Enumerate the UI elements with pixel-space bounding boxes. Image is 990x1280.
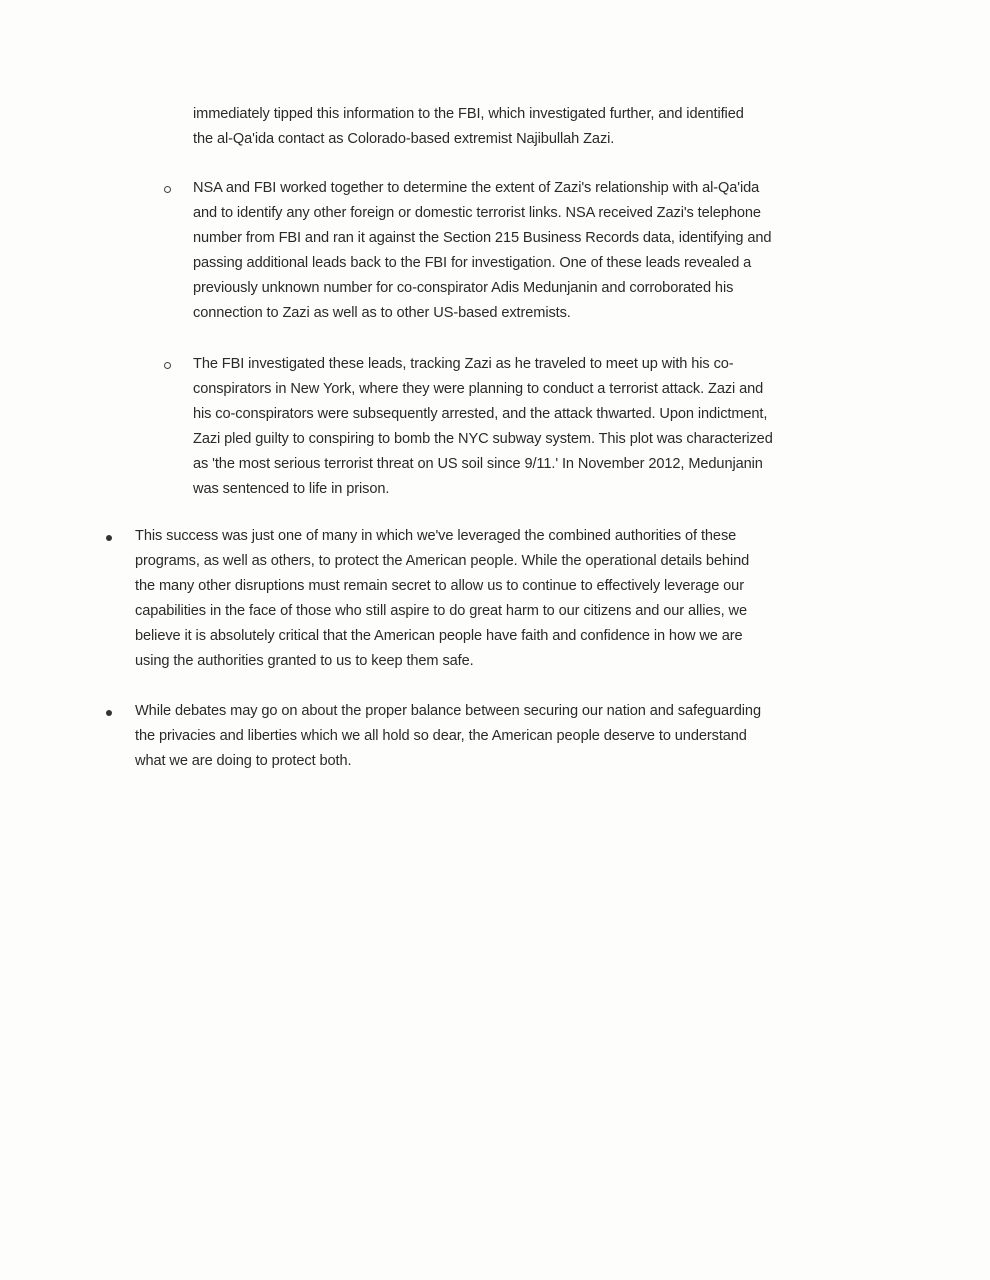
paragraph-line: passing additional leads back to the FBI for investigation. One of these leads revealed a bbox=[193, 255, 752, 271]
paragraph-line: what we are doing to protect both. bbox=[135, 753, 352, 769]
paragraph-line: and to identify any other foreign or domestic terrorist links. NSA received Zazi's telephone bbox=[193, 205, 761, 221]
paragraph-line: the al-Qa'ida contact as Colorado-based extremist Najibullah Zazi. bbox=[193, 131, 615, 147]
paragraph-line: as 'the most serious terrorist threat on US soil since 9/11.' In November 2012, Medunjanin bbox=[193, 456, 763, 472]
sub-bullet-icon bbox=[164, 362, 171, 369]
sub-bullet-icon bbox=[164, 186, 171, 193]
paragraph-line: programs, as well as others, to protect the American people. While the operational details behind bbox=[135, 553, 750, 569]
continuation-paragraph bbox=[193, 102, 744, 152]
sub-item-paragraph bbox=[193, 176, 771, 326]
paragraph-line: The FBI investigated these leads, tracking Zazi as he traveled to meet up with his co- bbox=[193, 356, 734, 372]
paragraph-line: using the authorities granted to us to keep them safe. bbox=[135, 653, 474, 669]
sub-item-paragraph bbox=[193, 352, 773, 502]
paragraph-line: was sentenced to life in prison. bbox=[193, 481, 390, 497]
bullet-paragraph bbox=[135, 699, 761, 774]
bullet-icon bbox=[106, 535, 112, 541]
paragraph-line: This success was just one of many in which we've leveraged the combined authorities of these bbox=[135, 528, 737, 544]
paragraph-line: immediately tipped this information to the FBI, which investigated further, and identified bbox=[193, 106, 744, 122]
bullet-paragraph bbox=[135, 524, 749, 674]
paragraph-line: believe it is absolutely critical that the American people have faith and confidence in how we are bbox=[135, 628, 743, 644]
paragraph-line: the many other disruptions must remain secret to allow us to continue to effectively leverage our bbox=[135, 578, 744, 594]
paragraph-line: previously unknown number for co-conspirator Adis Medunjanin and corroborated his bbox=[193, 280, 734, 296]
paragraph-line: his co-conspirators were subsequently arrested, and the attack thwarted. Upon indictment, bbox=[193, 406, 768, 422]
paragraph-line: NSA and FBI worked together to determine the extent of Zazi's relationship with al-Qa'ida bbox=[193, 180, 760, 196]
paragraph-line: While debates may go on about the proper balance between securing our nation and safeguarding bbox=[135, 703, 761, 719]
paragraph-line: connection to Zazi as well as to other US-based extremists. bbox=[193, 305, 571, 321]
bullet-icon bbox=[106, 710, 112, 716]
paragraph-line: capabilities in the face of those who still aspire to do great harm to our citizens and our allies, we bbox=[135, 603, 747, 619]
paragraph-line: the privacies and liberties which we all hold so dear, the American people deserve to understand bbox=[135, 728, 747, 744]
paragraph-line: number from FBI and ran it against the Section 215 Business Records data, identifying and bbox=[193, 230, 772, 246]
paragraph-line: Zazi pled guilty to conspiring to bomb the NYC subway system. This plot was characterized bbox=[193, 431, 773, 447]
paragraph-line: conspirators in New York, where they were planning to conduct a terrorist attack. Zazi and bbox=[193, 381, 764, 397]
